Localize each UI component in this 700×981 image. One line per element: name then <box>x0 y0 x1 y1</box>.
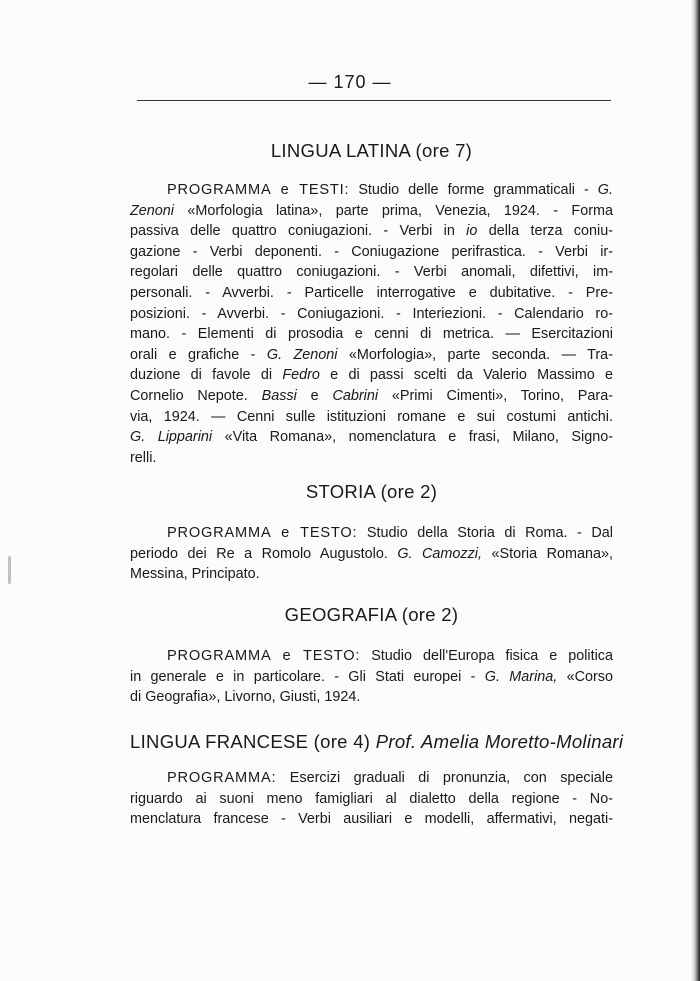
text-line: PROGRAMMA e TESTO: Studio dell'Europa fisica e politica <box>167 648 613 664</box>
scan-speck <box>8 556 11 584</box>
text-line: orali e grafiche - G. Zenoni «Morfologia», parte seconda. — Tra- <box>130 346 613 363</box>
section-title-main: LINGUA FRANCESE (ore 4) <box>130 731 376 752</box>
text-line: personali. - Avverbi. - Particelle interrogative e dubitative. - Pre- <box>130 284 613 301</box>
paragraph-lingua-francese <box>130 768 613 830</box>
page-edge-shadow <box>691 0 700 981</box>
paragraph-lingua-latina <box>130 180 613 468</box>
text-line: PROGRAMMA e TESTI: Studio delle forme grammaticali - G. <box>167 182 613 198</box>
section-title-geografia: GEOGRAFIA (ore 2) <box>284 604 459 625</box>
text-line: di Geografia», Livorno, Giusti, 1924. <box>130 689 361 706</box>
text-line: passiva delle quattro coniugazioni. - Verbi in io della terza coniu- <box>130 223 613 240</box>
text-line: riguardo ai suoni meno famigliari al dialetto della regione - No- <box>130 790 613 807</box>
section-title-lingua-latina: LINGUA LATINA (ore 7) <box>270 140 473 161</box>
text-line: G. Lipparini «Vita Romana», nomenclatura e frasi, Milano, Signo- <box>130 429 613 446</box>
text-line: in generale e in particolare. - Gli Stati europei - G. Marina, «Corso <box>130 668 613 685</box>
text-line: Messina, Principato. <box>130 566 260 583</box>
text-line: periodo dei Re a Romolo Augustolo. G. Camozzi, «Storia Romana», <box>130 545 613 562</box>
section-title-storia: STORIA (ore 2) <box>305 481 438 502</box>
text-line: regolari delle quattro coniugazioni. - Verbi anomali, difettivi, im- <box>130 264 613 281</box>
header-rule <box>137 100 611 101</box>
teacher-name: Prof. Amelia Moretto-Molinari <box>375 731 624 752</box>
text-line: posizioni. - Avverbi. - Coniugazioni. - Interiezioni. - Calendario ro- <box>130 305 613 322</box>
page-number: — 170 — <box>308 72 392 92</box>
text-line: mano. - Elementi di prosodia e cenni di metrica. — Esercitazioni <box>130 326 613 343</box>
text-line: via, 1924. — Cenni sulle istituzioni romane e sui costumi antichi. <box>130 408 613 425</box>
paragraph-storia <box>130 523 613 585</box>
text-line: relli. <box>130 449 157 466</box>
text-line: PROGRAMMA: Esercizi graduali di pronunzia, con speciale <box>167 770 613 786</box>
text-line: gazione - Verbi deponenti. - Coniugazione perifrastica. - Verbi ir- <box>130 243 613 260</box>
section-title-lingua-francese <box>130 731 624 753</box>
text-line: PROGRAMMA e TESTO: Studio della Storia di Roma. - Dal <box>167 525 613 541</box>
text-line: Zenoni «Morfologia latina», parte prima, Venezia, 1924. - Forma <box>130 202 613 219</box>
text-line: duzione di favole di Fedro e di passi scelti da Valerio Massimo e <box>130 367 613 384</box>
paragraph-geografia <box>130 646 613 708</box>
text-line: menclatura francese - Verbi ausiliari e modelli, affermativi, negati- <box>130 811 613 828</box>
text-line: Cornelio Nepote. Bassi e Cabrini «Primi Cimenti», Torino, Para- <box>130 387 613 404</box>
